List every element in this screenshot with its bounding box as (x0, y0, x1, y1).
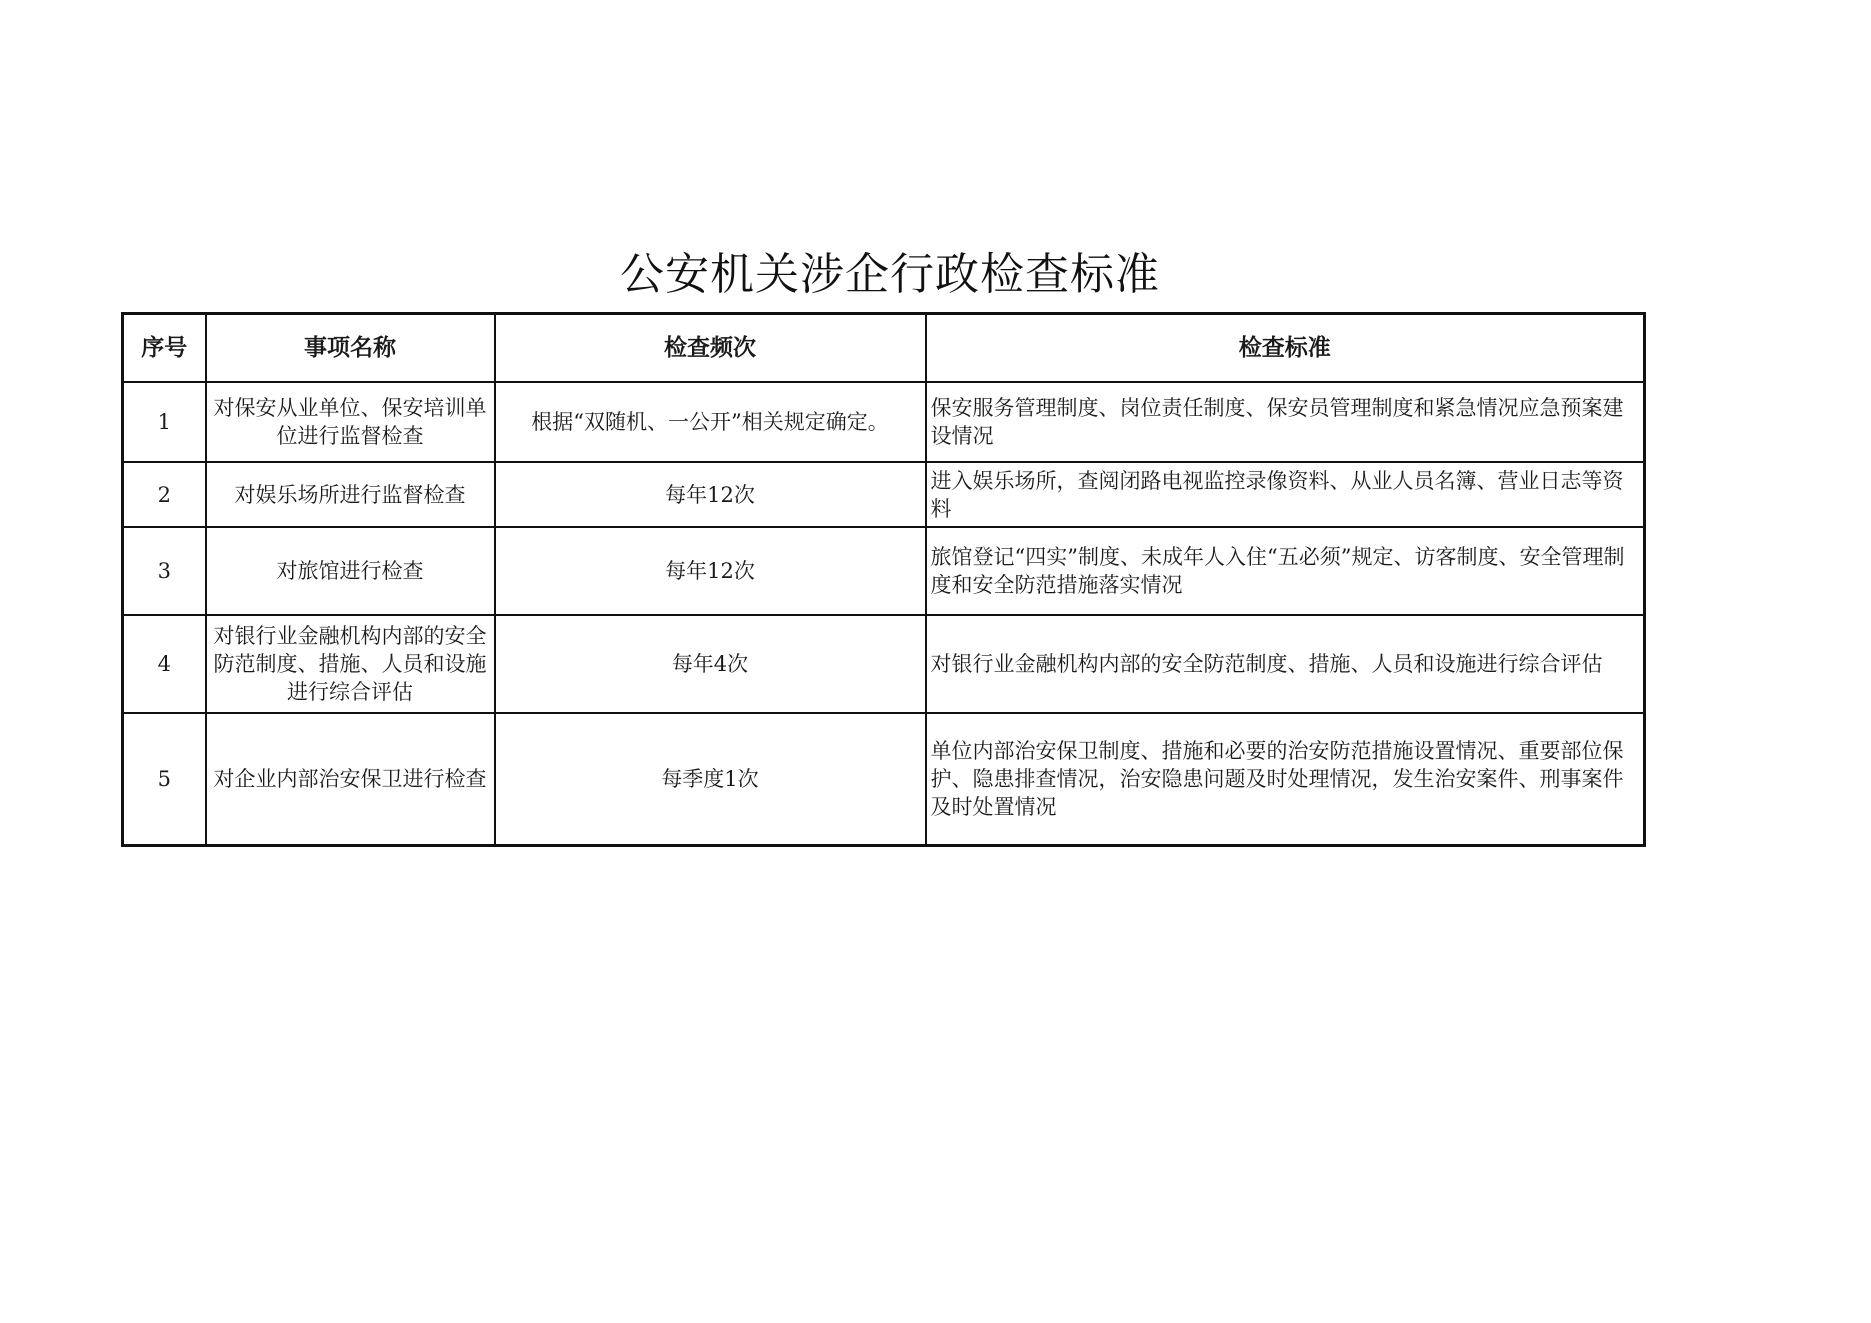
row-standard: 保安服务管理制度、岗位责任制度、保安员管理制度和紧急情况应急预案建设情况 (926, 382, 1645, 462)
table-header-row (123, 314, 1645, 383)
table-row (123, 713, 1645, 846)
row-item-name: 对保安从业单位、保安培训单位进行监督检查 (206, 382, 495, 462)
table-row (123, 615, 1645, 713)
header-item-name: 事项名称 (206, 314, 495, 383)
row-number: 5 (123, 713, 206, 846)
row-frequency: 每年12次 (495, 527, 926, 615)
header-frequency: 检查频次 (495, 314, 926, 383)
table-row (123, 462, 1645, 527)
header-standard: 检查标准 (926, 314, 1645, 383)
row-standard: 对银行业金融机构内部的安全防范制度、措施、人员和设施进行综合评估 (926, 615, 1645, 713)
row-item-name: 对企业内部治安保卫进行检查 (206, 713, 495, 846)
row-number: 2 (123, 462, 206, 527)
table-row (123, 527, 1645, 615)
row-standard: 旅馆登记“四实”制度、未成年人入住“五必须”规定、访客制度、安全管理制度和安全防范措施落实情况 (926, 527, 1645, 615)
row-item-name: 对娱乐场所进行监督检查 (206, 462, 495, 527)
row-number: 4 (123, 615, 206, 713)
page-title: 公安机关涉企行政检查标准 (620, 249, 1160, 300)
row-frequency: 每年12次 (495, 462, 926, 527)
row-frequency: 每年4次 (495, 615, 926, 713)
row-standard: 进入娱乐场所，查阅闭路电视监控录像资料、从业人员名簿、营业日志等资料 (926, 462, 1645, 527)
row-item-name: 对银行业金融机构内部的安全防范制度、措施、人员和设施进行综合评估 (206, 615, 495, 713)
table-row (123, 382, 1645, 462)
row-frequency: 每季度1次 (495, 713, 926, 846)
row-number: 1 (123, 382, 206, 462)
row-item-name: 对旅馆进行检查 (206, 527, 495, 615)
header-number: 序号 (123, 314, 206, 383)
row-number: 3 (123, 527, 206, 615)
row-standard: 单位内部治安保卫制度、措施和必要的治安防范措施设置情况、重要部位保护、隐患排查情况，治安隐患问题及时处理情况，发生治安案件、刑事案件及时处置情况 (926, 713, 1645, 846)
row-frequency: 根据“双随机、一公开”相关规定确定。 (495, 382, 926, 462)
inspection-standards-table (121, 312, 1646, 847)
